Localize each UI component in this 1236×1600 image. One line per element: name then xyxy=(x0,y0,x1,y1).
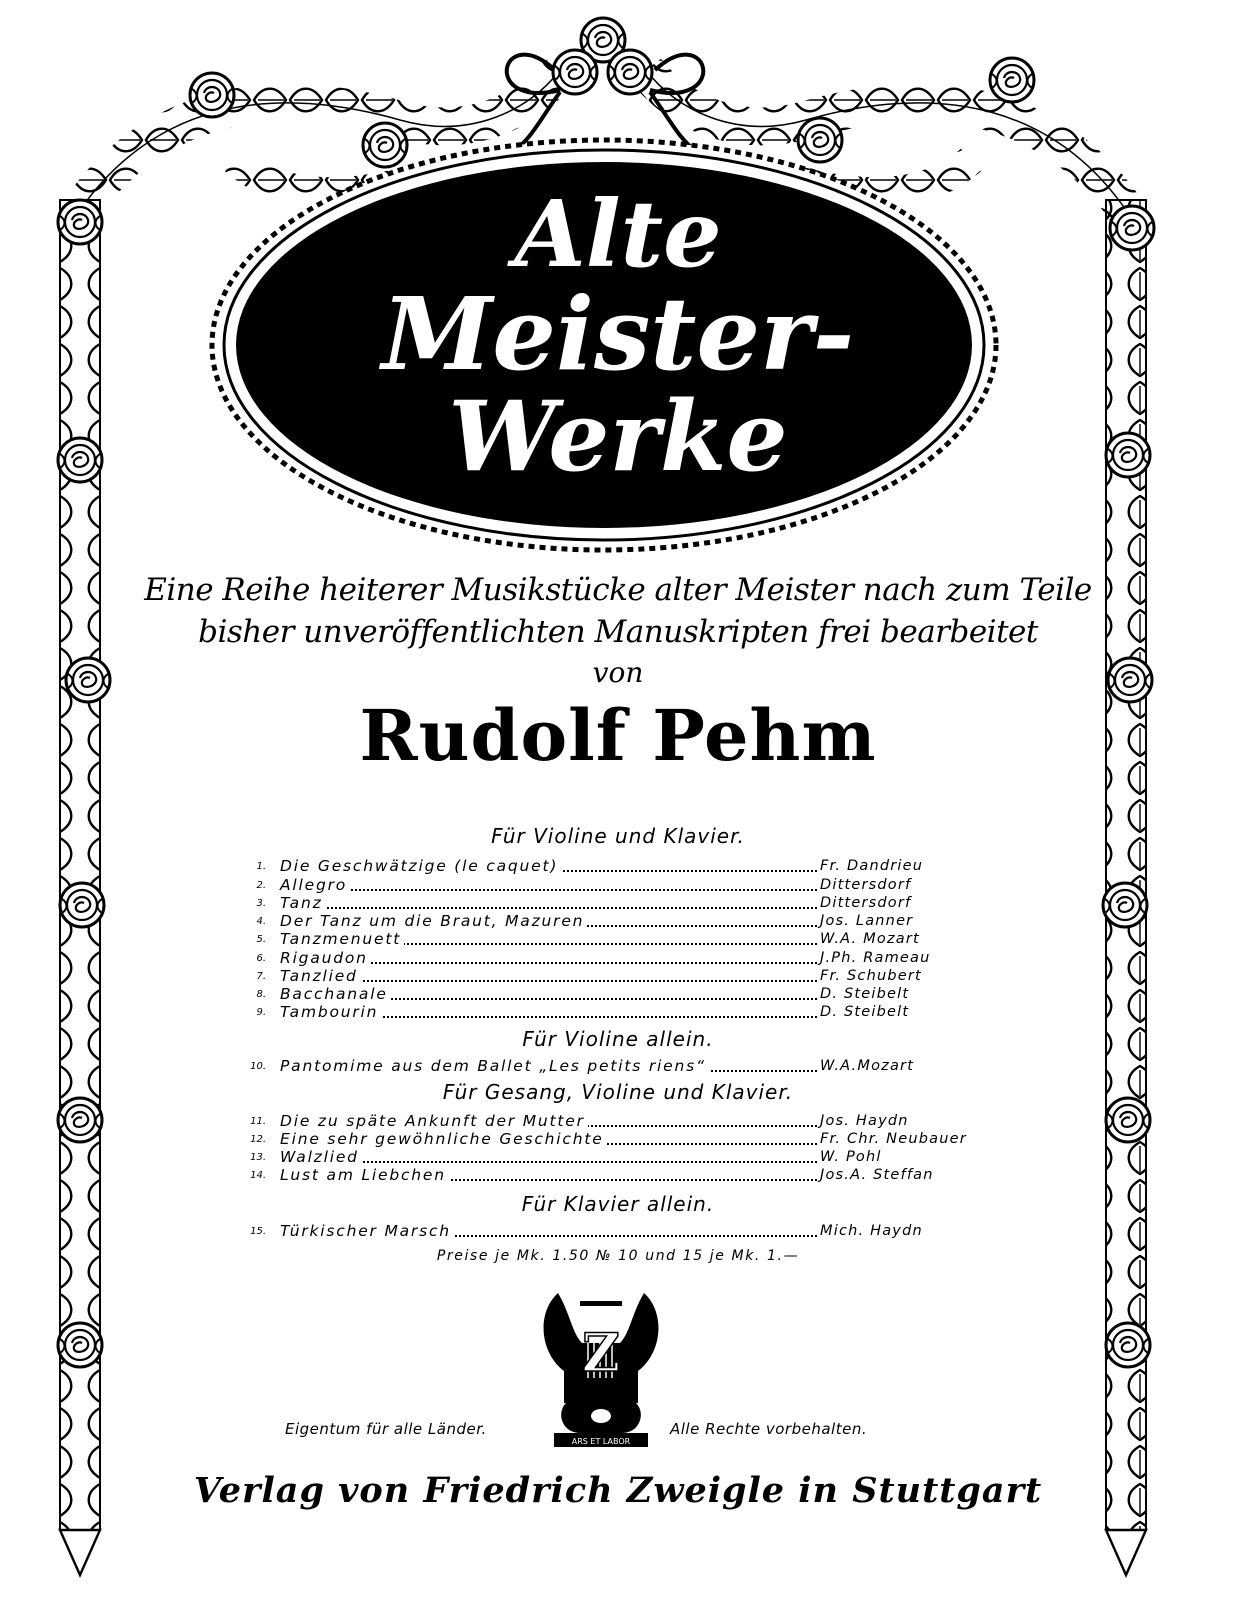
item-number: 13. xyxy=(250,1152,266,1163)
item-composer: J.Ph. Rameau xyxy=(820,950,931,966)
section-heading: Für Violine und Klavier. xyxy=(491,824,745,848)
list-item xyxy=(238,1003,998,1022)
leader-dots xyxy=(280,980,820,982)
item-number: 10. xyxy=(250,1061,266,1072)
title-line-1: Alte xyxy=(514,180,722,288)
item-number: 7. xyxy=(256,971,266,982)
item-number: 6. xyxy=(256,953,266,964)
von-text: von xyxy=(592,656,644,689)
title-line-2: Meister- xyxy=(381,275,855,393)
subtitle-line-1: Eine Reihe heiterer Musikstücke alter Meister nach zum Teile xyxy=(144,572,1092,608)
item-composer: Dittersdorf xyxy=(820,877,912,893)
item-number: 8. xyxy=(256,989,266,1000)
item-composer: Dittersdorf xyxy=(820,895,912,911)
item-title: Tambourin xyxy=(280,1003,381,1022)
list-item xyxy=(238,1148,998,1167)
item-composer: D. Steibelt xyxy=(820,1004,910,1020)
section-heading: Für Violine allein. xyxy=(522,1027,714,1051)
item-composer: Mich. Haydn xyxy=(820,1223,923,1239)
item-title: Allegro xyxy=(280,876,350,895)
rights-note: Alle Rechte vorbehalten. xyxy=(670,1420,868,1438)
section-heading: Für Klavier allein. xyxy=(521,1192,715,1216)
list-item xyxy=(238,985,998,1004)
item-title: Walzlied xyxy=(280,1148,362,1167)
item-composer: W. Pohl xyxy=(820,1149,882,1165)
list-item xyxy=(238,857,998,876)
item-composer: Jos. Haydn xyxy=(820,1113,909,1129)
prices-note: Preise je Mk. 1.50 № 10 und 15 je Mk. 1.— xyxy=(436,1248,800,1264)
item-composer: W.A. Mozart xyxy=(820,931,920,947)
ownership-note: Eigentum für alle Länder. xyxy=(285,1420,487,1438)
item-composer: Fr. Chr. Neubauer xyxy=(820,1131,967,1147)
item-number: 4. xyxy=(256,916,266,927)
publisher-line: Verlag von Friedrich Zweigle in Stuttgart xyxy=(193,1470,1043,1511)
logo-letter: Z xyxy=(582,1323,620,1384)
item-title: Rigaudon xyxy=(280,949,371,968)
item-title: Pantomime aus dem Ballet „Les petits riens“ xyxy=(280,1057,709,1076)
list-item xyxy=(238,1130,998,1149)
list-item xyxy=(238,894,998,913)
item-number: 1. xyxy=(256,861,266,872)
item-number: 14. xyxy=(250,1170,266,1181)
list-item xyxy=(238,1057,998,1076)
item-title: Lust am Liebchen xyxy=(280,1166,449,1185)
item-number: 12. xyxy=(250,1134,266,1145)
item-number: 2. xyxy=(256,880,266,891)
item-number: 11. xyxy=(250,1116,266,1127)
title-line-3: Werke xyxy=(448,380,788,493)
item-title: Tanz xyxy=(280,894,326,913)
list-item xyxy=(238,930,998,949)
item-number: 5. xyxy=(256,934,266,945)
list-item xyxy=(238,876,998,895)
logo-motto: ARS ET LABOR xyxy=(571,1437,631,1446)
item-composer: Fr. Schubert xyxy=(820,968,922,984)
item-title: Eine sehr gewöhnliche Geschichte xyxy=(280,1130,607,1149)
section-heading: Für Gesang, Violine und Klavier. xyxy=(442,1080,794,1104)
item-title: Bacchanale xyxy=(280,985,391,1004)
item-composer: Jos. Lanner xyxy=(820,913,914,929)
item-title: Der Tanz um die Braut, Mazuren xyxy=(280,912,587,931)
item-composer: Jos.A. Steffan xyxy=(820,1167,934,1183)
list-item xyxy=(238,912,998,931)
item-number: 15. xyxy=(250,1226,266,1237)
item-composer: W.A.Mozart xyxy=(820,1058,915,1074)
list-item xyxy=(238,949,998,968)
item-title: Die Geschwätzige (le caquet) xyxy=(280,857,561,876)
leader-dots xyxy=(280,889,820,891)
list-item xyxy=(238,1112,998,1131)
list-item xyxy=(238,1166,998,1185)
list-item xyxy=(238,1222,998,1241)
lyre-icon xyxy=(536,1283,666,1453)
item-title: Tanzmenuett xyxy=(280,930,404,949)
item-title: Die zu späte Ankunft der Mutter xyxy=(280,1112,588,1131)
list-item xyxy=(238,967,998,986)
item-title: Türkischer Marsch xyxy=(280,1222,454,1241)
item-number: 3. xyxy=(256,898,266,909)
item-composer: Fr. Dandrieu xyxy=(820,858,924,874)
item-composer: D. Steibelt xyxy=(820,986,910,1002)
leader-dots xyxy=(280,907,820,909)
item-title: Tanzlied xyxy=(280,967,361,986)
item-number: 9. xyxy=(256,1007,266,1018)
subtitle-line-2: bisher unveröffentlichten Manuskripten frei bearbeitet xyxy=(198,614,1038,650)
composer-name: Rudolf Pehm xyxy=(359,694,877,777)
